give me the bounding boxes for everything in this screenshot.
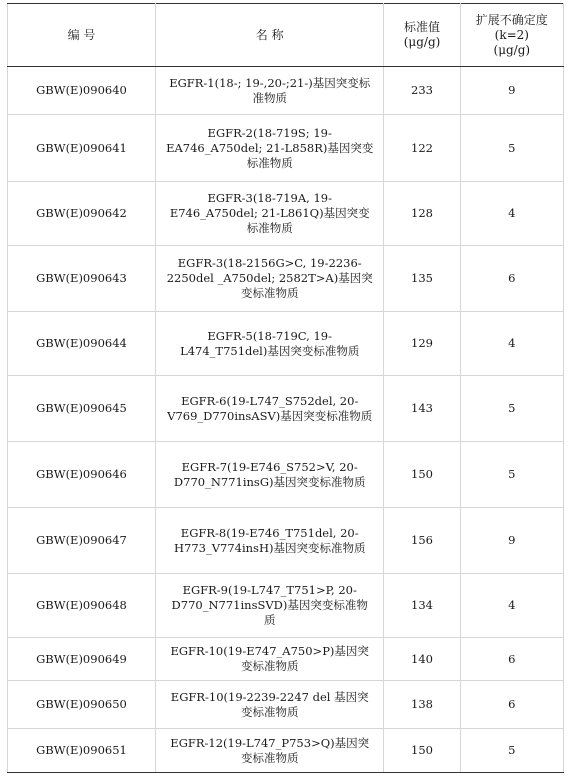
cell-value: 143: [384, 376, 460, 442]
cell-name: EGFR-10(19-2239-2247 del 基因突变标准物质: [155, 681, 383, 729]
cell-name: EGFR-9(19-L747_T751>P, 20-D770_N771insSVD)基因突变标准物质: [155, 574, 383, 638]
table-row: [8, 442, 564, 508]
cell-uncertainty: 4: [460, 312, 563, 376]
cell-uncertainty: 6: [460, 681, 563, 729]
cell-name: EGFR-10(19-E747_A750>P)基因突变标准物质: [155, 638, 383, 681]
cell-name: EGFR-2(18-719S; 19-EA746_A750del; 21-L858R)基因突变标准物质: [155, 115, 383, 182]
cell-code: GBW(E)090643: [8, 246, 156, 312]
cell-code: GBW(E)090641: [8, 115, 156, 182]
cell-uncertainty: 4: [460, 182, 563, 246]
table-row: [8, 376, 564, 442]
cell-code: GBW(E)090650: [8, 681, 156, 729]
cell-code: GBW(E)090648: [8, 574, 156, 638]
table-row: [8, 246, 564, 312]
cell-name: EGFR-3(18-719A, 19-E746_A750del; 21-L861Q)基因突变标准物质: [155, 182, 383, 246]
header-unc-line3: (μg/g): [493, 42, 531, 57]
cell-uncertainty: 5: [460, 115, 563, 182]
cell-uncertainty: 9: [460, 508, 563, 574]
cell-uncertainty: 4: [460, 574, 563, 638]
cell-uncertainty: 5: [460, 729, 563, 773]
cell-name: EGFR-6(19-L747_S752del, 20-V769_D770insASV)基因突变标准物质: [155, 376, 383, 442]
header-name: 名 称: [155, 4, 383, 67]
cell-value: 156: [384, 508, 460, 574]
cell-name: EGFR-12(19-L747_P753>Q)基因突变标准物质: [155, 729, 383, 773]
cell-uncertainty: 9: [460, 67, 563, 115]
table-row: [8, 312, 564, 376]
header-value-line1: 标准值: [404, 20, 441, 34]
header-value: [384, 4, 460, 67]
cell-code: GBW(E)090640: [8, 67, 156, 115]
cell-name: EGFR-7(19-E746_S752>V, 20-D770_N771insG)基因突变标准物质: [155, 442, 383, 508]
cell-uncertainty: 5: [460, 442, 563, 508]
cell-value: 122: [384, 115, 460, 182]
header-unc-line1: 扩展不确定度: [475, 12, 548, 27]
table-row: [8, 638, 564, 681]
table-row: [8, 729, 564, 773]
table-row: [8, 115, 564, 182]
cell-code: GBW(E)090651: [8, 729, 156, 773]
cell-code: GBW(E)090642: [8, 182, 156, 246]
table-row: [8, 574, 564, 638]
cell-name: EGFR-1(18-; 19-,20-;21-)基因突变标准物质: [155, 67, 383, 115]
cell-code: GBW(E)090645: [8, 376, 156, 442]
table-row: [8, 182, 564, 246]
reference-material-table: [7, 3, 564, 773]
cell-code: GBW(E)090646: [8, 442, 156, 508]
cell-name: EGFR-5(18-719C, 19-L474_T751del)基因突变标准物质: [155, 312, 383, 376]
cell-value: 150: [384, 729, 460, 773]
header-code: 编 号: [8, 4, 156, 67]
table-row: [8, 681, 564, 729]
cell-code: GBW(E)090649: [8, 638, 156, 681]
cell-uncertainty: 6: [460, 638, 563, 681]
header-unc-line2: (k=2): [494, 27, 529, 42]
cell-name: EGFR-3(18-2156G>C, 19-2236-2250del _A750del; 2582T>A)基因突变标准物质: [155, 246, 383, 312]
header-uncertainty: [460, 4, 563, 67]
cell-name: EGFR-8(19-E746_T751del, 20-H773_V774insH)基因突变标准物质: [155, 508, 383, 574]
cell-value: 135: [384, 246, 460, 312]
cell-value: 150: [384, 442, 460, 508]
table-header-row: [8, 4, 564, 67]
cell-value: 140: [384, 638, 460, 681]
cell-code: GBW(E)090647: [8, 508, 156, 574]
cell-value: 233: [384, 67, 460, 115]
cell-code: GBW(E)090644: [8, 312, 156, 376]
cell-value: 128: [384, 182, 460, 246]
cell-value: 134: [384, 574, 460, 638]
cell-uncertainty: 5: [460, 376, 563, 442]
table-row: [8, 508, 564, 574]
table-row: [8, 67, 564, 115]
table-body: [8, 67, 564, 773]
header-value-line2: (μg/g): [403, 35, 441, 49]
cell-uncertainty: 6: [460, 246, 563, 312]
cell-value: 138: [384, 681, 460, 729]
cell-value: 129: [384, 312, 460, 376]
